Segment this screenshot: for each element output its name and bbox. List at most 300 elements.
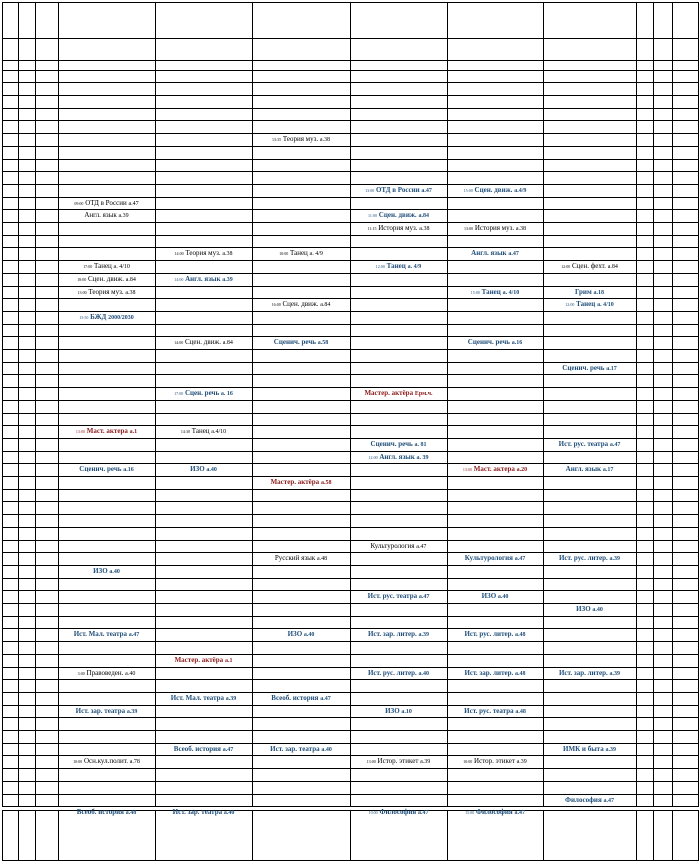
entry-time: 15:00: [463, 187, 473, 193]
entry-room: а.38: [319, 137, 331, 144]
entry-room: а.39: [605, 746, 616, 753]
schedule-entry: [158, 390, 249, 397]
entry-time: 14:00: [174, 340, 184, 346]
grid-hline: [2, 324, 699, 325]
entry-time: 10:00: [279, 251, 289, 257]
grid-hline: [2, 159, 699, 160]
entry-subject: Сценич. речь: [467, 338, 510, 347]
grid-vline: [653, 2, 654, 806]
entry-room: а.38: [125, 289, 136, 296]
schedule-entry: [353, 187, 444, 194]
schedule-entry: [255, 301, 347, 308]
schedule-entry: [353, 441, 444, 448]
entry-room: а.48: [515, 708, 526, 715]
entry-time: 12:00: [565, 302, 575, 308]
schedule-entry: [450, 289, 540, 296]
grid-hline: [2, 527, 699, 528]
grid-vline: [58, 2, 59, 806]
entry-time: 10:00: [368, 810, 378, 816]
grid-vline: [447, 810, 448, 860]
schedule-entry: [61, 200, 152, 207]
entry-subject: Танец: [386, 262, 406, 271]
grid-hline: [2, 730, 699, 731]
entry-room: а.40: [125, 670, 136, 677]
entry-room: а.38: [515, 226, 527, 232]
entry-room: а.78: [129, 759, 140, 766]
grid-vline: [543, 810, 544, 860]
entry-room: а.40: [109, 568, 120, 575]
grid-vline: [698, 2, 699, 806]
entry-subject: Теория муз.: [185, 249, 221, 258]
schedule-entry: [61, 631, 152, 638]
entry-subject: Сцен. фехт.: [572, 262, 606, 271]
entry-subject: Мастер. актёра: [270, 478, 320, 486]
entry-subject: Танец: [191, 427, 210, 436]
entry-subject: ИЗО: [93, 566, 108, 575]
schedule-entry: [255, 479, 347, 486]
schedule-entry: [158, 276, 249, 283]
entry-time: 12:00: [368, 454, 378, 460]
grid-vline: [636, 810, 637, 860]
grid-vline: [350, 2, 351, 806]
schedule-entry: [61, 263, 152, 270]
entry-room: а.84: [418, 213, 429, 220]
grid-vline: [58, 810, 59, 860]
grid-vline: [653, 810, 654, 860]
entry-room: а.39: [420, 759, 431, 766]
entry-subject: ИЗО: [190, 465, 205, 474]
schedule-entry: [353, 670, 444, 677]
grid-vline: [698, 810, 699, 860]
entry-room: а.20: [516, 467, 528, 474]
schedule-entry: [450, 758, 540, 765]
schedule-entry: [546, 797, 633, 804]
schedule-entry: [61, 568, 152, 575]
schedule-entry: [61, 758, 152, 765]
entry-subject: История муз.: [474, 224, 515, 232]
grid-vline: [35, 810, 36, 860]
entry-room: а.39: [516, 759, 527, 766]
grid-hline: [2, 552, 699, 553]
entry-room: а.40: [592, 607, 603, 613]
grid-hline: [2, 476, 699, 477]
grid-hline: [2, 590, 699, 591]
grid-hline: [2, 514, 699, 515]
entry-subject: Правоведен.: [86, 668, 124, 677]
entry-subject: Истор. этикет: [474, 757, 515, 766]
schedule-entry: [61, 314, 152, 321]
grid-hline: [2, 565, 699, 566]
entry-room: а.84: [125, 276, 136, 283]
entry-room: а.40: [303, 632, 315, 639]
entry-subject: Сценич. речь: [370, 439, 413, 448]
entry-room: а.47: [508, 251, 519, 258]
schedule-entry: [158, 809, 249, 816]
entry-subject: Англ. язык: [379, 452, 415, 461]
grid-hline: [2, 60, 699, 61]
entry-subject: Теория муз.: [282, 135, 319, 144]
entry-room: а.47: [417, 810, 429, 817]
schedule-entry: [450, 708, 540, 715]
grid-hline: [2, 400, 699, 401]
schedule-entry: [450, 339, 540, 346]
entry-time: 13:00: [365, 187, 375, 193]
grid-hline: [2, 2, 699, 3]
entry-time: 10:00: [463, 759, 473, 765]
entry-room: а. 16: [220, 391, 233, 398]
grid-vline: [672, 2, 673, 806]
entry-room: а.58: [317, 340, 329, 347]
entry-room: а.40: [223, 810, 235, 817]
grid-vline: [636, 2, 637, 806]
schedule-entry: [546, 289, 633, 296]
entry-room: а.84: [607, 264, 618, 271]
entry-subject: Сцен. движ.: [184, 338, 221, 347]
grid-hline: [2, 489, 699, 490]
entry-room: а.84: [320, 302, 331, 309]
entry-subject: БЖД: [90, 312, 107, 321]
schedule-entry: [61, 428, 152, 435]
entry-subject: Танец: [576, 300, 596, 309]
entry-subject: Танец: [481, 287, 501, 296]
entry-subject: ИЗО: [576, 605, 591, 613]
entry-time: 3:00: [77, 670, 85, 676]
entry-time: 17:00: [174, 391, 184, 397]
entry-subject: Русский язык: [274, 554, 316, 563]
schedule-entry: [158, 657, 249, 664]
grid-hline: [2, 463, 699, 464]
grid-hline: [2, 374, 699, 375]
entry-time: 13:00: [463, 226, 474, 231]
schedule-entry: [61, 276, 152, 283]
entry-room: а.1: [129, 429, 138, 436]
grid-vline: [155, 810, 156, 860]
entry-time: 13:00: [75, 429, 85, 435]
entry-subject: Мастер. актёра: [174, 655, 224, 664]
entry-subject: Англ. язык: [84, 211, 117, 220]
entry-room: а.4/10: [211, 429, 227, 436]
entry-subject: Ист. зар. литер.: [367, 630, 417, 639]
schedule-entry: [158, 695, 249, 702]
entry-room: а.47: [514, 556, 526, 563]
entry-subject: Ист. Мал. театра: [170, 693, 225, 702]
entry-subject: Ист. рус. театра: [558, 439, 609, 448]
schedule-entry: [546, 365, 633, 372]
entry-room: а.47: [609, 441, 621, 448]
entry-room: Ерм.ч.: [414, 391, 433, 398]
entry-room: а.10: [401, 708, 412, 715]
entry-room: а.58: [320, 480, 332, 486]
entry-room: а.39: [222, 276, 233, 283]
grid-hline: [2, 95, 699, 96]
grid-hline: [2, 82, 699, 83]
entry-room: а.39: [609, 670, 621, 677]
grid-hline: [2, 247, 699, 248]
entry-room: а.39: [609, 556, 621, 563]
grid-hline: [2, 413, 699, 414]
entry-room: а.47: [222, 746, 234, 753]
entry-time: 12:00: [375, 264, 385, 270]
grid-hline: [2, 387, 699, 388]
schedule-entry: [353, 543, 444, 550]
schedule-entry: [353, 225, 444, 232]
entry-subject: Сцен. движ.: [378, 211, 417, 220]
entry-subject: Сцен. движ.: [87, 274, 124, 283]
schedule-entry: [255, 250, 347, 257]
entry-subject: Маст. актера: [86, 427, 128, 436]
schedule-entry: [353, 593, 444, 600]
entry-time: 13:00: [77, 289, 87, 295]
schedule-entry: [450, 555, 540, 562]
entry-time: 14:00: [174, 276, 184, 282]
entry-subject: Англ. язык: [471, 249, 507, 258]
grid-hline: [2, 692, 699, 693]
grid-hline: [2, 222, 699, 223]
entry-time: 13:00: [366, 759, 376, 765]
schedule-entry: [158, 746, 249, 753]
entry-time: 11:15: [367, 226, 377, 231]
entry-subject: Англ. язык: [185, 274, 221, 283]
entry-subject: Грим: [575, 287, 592, 296]
grid-vline: [18, 2, 19, 806]
entry-subject: ОТД в России: [375, 185, 420, 194]
entry-room: а.38: [222, 251, 233, 258]
grid-hline: [2, 336, 699, 337]
entry-subject: Культурология: [464, 554, 513, 563]
entry-room: а.18: [593, 289, 604, 296]
schedule-entry: [546, 670, 633, 677]
entry-subject: ИЗО: [481, 592, 497, 601]
entry-subject: Философия: [565, 795, 602, 804]
entry-room: а.40: [497, 594, 509, 601]
schedule-entry: [353, 631, 444, 638]
entry-subject: Сцен. речь: [184, 389, 220, 398]
schedule-entry: [546, 746, 633, 753]
entry-subject: Танец: [93, 262, 112, 271]
entry-room: а.47: [128, 200, 139, 207]
entry-room: а.39: [418, 632, 430, 639]
entry-subject: Ист. зар. театра: [75, 706, 126, 715]
grid-hline: [2, 184, 699, 185]
grid-hline: [2, 540, 699, 541]
schedule-entry: [546, 441, 633, 448]
entry-subject: Ист. зар. театра: [172, 808, 223, 817]
grid-hline: [2, 349, 699, 350]
grid-hline: [2, 425, 699, 426]
schedule-entry: [353, 390, 444, 397]
entry-room: а.16: [511, 340, 523, 347]
entry-subject: Ист. рус. литер.: [464, 630, 514, 639]
entry-subject: Осн.кул.полит.: [83, 757, 129, 766]
entry-room: а.4/9: [514, 187, 527, 194]
entry-room: а.17: [602, 467, 614, 474]
entry-room: а.17: [606, 365, 617, 372]
entry-subject: Философия: [475, 808, 513, 817]
entry-subject: Танец: [289, 249, 308, 258]
entry-time: 09:00: [74, 200, 84, 206]
schedule-entry: [255, 339, 347, 346]
grid-hline: [2, 133, 699, 134]
entry-subject: Истор. этикет: [377, 757, 419, 766]
schedule-entry: [61, 289, 152, 296]
entry-time: 13:35: [271, 137, 282, 143]
entry-room: а. 39: [416, 454, 429, 461]
entry-room: а.48: [515, 632, 526, 639]
entry-subject: Ист. зар. театра: [270, 744, 320, 753]
schedule-entry: [158, 250, 249, 257]
entry-room: а.84: [222, 340, 233, 347]
entry-room: а.1: [224, 657, 233, 664]
entry-room: а. 4/9: [407, 264, 422, 271]
entry-room: а. 81: [414, 441, 427, 448]
grid-hline: [2, 235, 699, 236]
entry-room: а.47: [418, 594, 430, 601]
entry-subject: Англ. язык: [565, 465, 602, 474]
entry-subject: Философия: [379, 808, 417, 817]
entry-subject: Ист. рус. литер.: [367, 668, 417, 677]
entry-room: а.48: [515, 670, 526, 677]
entry-subject: ИЗО: [287, 630, 303, 639]
entry-subject: Ист. рус. театра: [367, 592, 418, 601]
schedule-entry: [255, 136, 347, 143]
entry-subject: Теория муз.: [88, 287, 124, 296]
grid-hline: [2, 298, 699, 299]
schedule-entry: [353, 212, 444, 219]
grid-hline: [2, 146, 699, 147]
entry-room: а.48: [316, 556, 328, 563]
entry-subject: Ист. зар. литер.: [558, 668, 608, 677]
entry-room: а.47: [416, 543, 427, 550]
entry-time: 11:00: [368, 213, 378, 219]
grid-vline: [543, 2, 544, 806]
grid-vline: [18, 810, 19, 860]
schedule-entry: [158, 466, 249, 473]
entry-subject: Ист. рус. театра: [464, 706, 514, 715]
grid-hline: [2, 768, 699, 769]
schedule-entry: [450, 593, 540, 600]
entry-subject: Ист. Мал. театра: [73, 630, 128, 639]
grid-hline: [2, 603, 699, 604]
schedule-entry: [353, 708, 444, 715]
entry-subject: Сценич. речь: [273, 338, 316, 347]
entry-room: а.47: [603, 797, 614, 804]
schedule-entry: [450, 670, 540, 677]
entry-time: 15:00: [470, 289, 480, 295]
grid-hline: [2, 209, 699, 210]
entry-subject: Ист. рус. литер.: [558, 554, 608, 563]
entry-room: а.38: [419, 226, 430, 232]
grid-hline: [2, 311, 699, 312]
schedule-entry: [158, 428, 249, 435]
schedule-entry: [353, 263, 444, 270]
entry-room: а.47: [421, 187, 432, 194]
entry-time: 18:00: [77, 276, 87, 282]
grid-vline: [155, 2, 156, 806]
entry-subject: Ист. зар. литер.: [464, 668, 514, 677]
entry-room: а.39: [118, 213, 129, 220]
grid-vline: [2, 810, 3, 860]
grid-hline: [2, 171, 699, 172]
schedule-entry: [546, 606, 633, 613]
entry-room: а. 4/10: [597, 302, 614, 309]
grid-hline: [2, 654, 699, 655]
entry-time: 17:00: [83, 264, 93, 270]
entry-subject: ИМК и быта: [563, 744, 604, 753]
grid-hline: [2, 38, 699, 39]
schedule-entry: [546, 301, 633, 308]
schedule-entry: [450, 225, 540, 232]
entry-room: а.39: [225, 695, 237, 702]
entry-subject: История муз.: [378, 224, 418, 232]
schedule-entry: [546, 466, 633, 473]
schedule-entry: [353, 758, 444, 765]
grid-vline: [672, 810, 673, 860]
grid-hline: [2, 70, 699, 71]
entry-time: 15:50: [79, 314, 89, 320]
entry-subject: Сценич. речь: [562, 363, 605, 372]
entry-subject: ИЗО: [385, 706, 400, 715]
grid-hline: [2, 860, 699, 861]
schedule-entry: [61, 212, 152, 219]
grid-hline: [2, 641, 699, 642]
entry-subject: ОТД в России: [85, 198, 127, 207]
grid-hline: [2, 451, 699, 452]
entry-time: 14:30: [180, 429, 190, 435]
schedule-entry: [61, 708, 152, 715]
entry-time: 16:00: [271, 302, 281, 308]
entry-time: 14:00: [174, 251, 184, 257]
entry-subject: Всеоб. история: [173, 744, 221, 753]
entry-subject: Всеоб. история: [76, 808, 124, 817]
entry-room: а.40: [418, 670, 430, 677]
grid-vline: [252, 2, 253, 806]
grid-vline: [350, 810, 351, 860]
entry-time: 15:00: [465, 810, 475, 816]
grid-hline: [2, 781, 699, 782]
schedule-entry: [546, 555, 633, 562]
entry-room: а. 4/10: [113, 264, 130, 271]
entry-room: а.48: [125, 810, 137, 817]
schedule-entry: [353, 809, 444, 816]
schedule-entry: [158, 339, 249, 346]
entry-subject: Сцен. движ.: [474, 185, 513, 194]
entry-room: а.16: [123, 467, 134, 474]
grid-hline: [2, 501, 699, 502]
entry-time: 12:00: [561, 264, 571, 270]
schedule-entry: [61, 670, 152, 677]
grid-vline: [35, 2, 36, 806]
schedule-entry: [61, 466, 152, 473]
grid-hline: [2, 578, 699, 579]
schedule-entry: [546, 263, 633, 270]
schedule-entry: [353, 454, 444, 461]
schedule-entry: [255, 695, 347, 702]
schedule-entry: [450, 187, 540, 194]
grid-hline: [2, 755, 699, 756]
grid-hline: [2, 628, 699, 629]
grid-vline: [447, 2, 448, 806]
grid-hline: [2, 120, 699, 121]
schedule-entry: [450, 631, 540, 638]
entry-room: а.47: [128, 632, 140, 639]
grid-hline: [2, 679, 699, 680]
grid-hline: [2, 108, 699, 109]
entry-subject: Культурология: [370, 541, 415, 550]
schedule-entry: [255, 746, 347, 753]
grid-hline: [2, 806, 699, 807]
entry-subject: Сценич. речь: [79, 465, 122, 474]
grid-hline: [2, 260, 699, 261]
